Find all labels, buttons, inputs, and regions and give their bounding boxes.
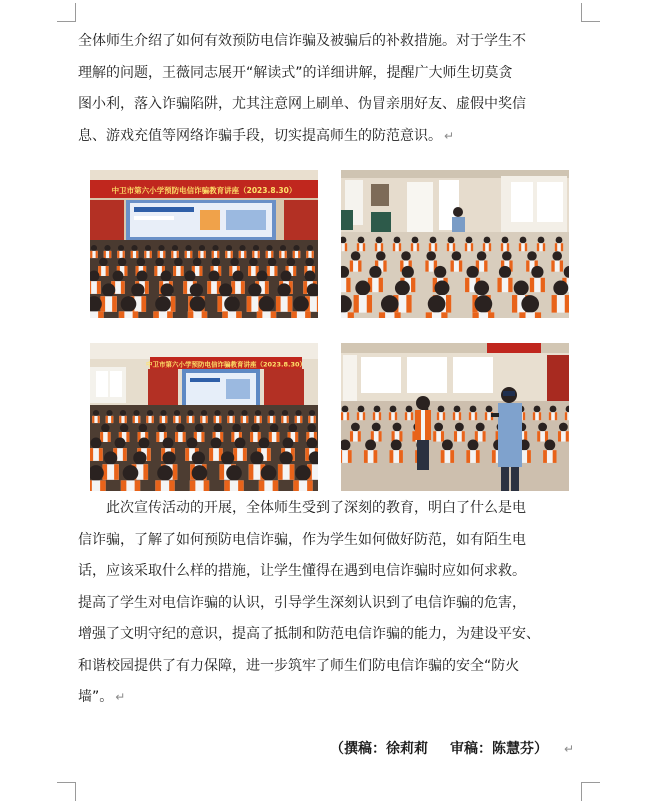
student-figure bbox=[104, 245, 112, 258]
student-figure bbox=[451, 251, 463, 271]
student-figure bbox=[212, 245, 220, 258]
text-line: 增强了文明守纪的意识，提高了抵制和防范电信诈骗的能力，为建设平安、 bbox=[78, 626, 540, 642]
reviewer-credit: 审稿：陈慧芬） bbox=[450, 741, 548, 757]
student-figure bbox=[209, 438, 222, 461]
student-figure bbox=[293, 245, 301, 258]
student-figure bbox=[198, 245, 206, 258]
student-figure bbox=[549, 406, 557, 421]
student-figure bbox=[453, 406, 461, 421]
student-figure bbox=[552, 281, 569, 313]
student-figure bbox=[90, 245, 98, 258]
student-figure bbox=[441, 440, 454, 463]
photo-lecture-hall-front bbox=[90, 170, 318, 318]
crop-mark-top-left bbox=[57, 3, 76, 22]
student-figure bbox=[252, 245, 260, 258]
student-figure bbox=[160, 410, 168, 423]
student-figure bbox=[158, 245, 166, 258]
student-figure bbox=[497, 266, 512, 292]
photo-officer-microphone-image bbox=[341, 343, 569, 491]
student-figure bbox=[429, 237, 437, 252]
student-figure bbox=[519, 237, 527, 252]
crop-mark-bottom-right bbox=[581, 782, 600, 801]
text-line: 理解的问题，王薇同志展开“解读式”的详细讲解，提醒广大师生切莫贪 bbox=[78, 64, 513, 81]
student-figure bbox=[437, 406, 445, 421]
student-figure bbox=[266, 245, 274, 258]
student-figure bbox=[350, 251, 362, 271]
author-credit: （撰稿：徐莉莉 bbox=[330, 741, 428, 757]
student-figure bbox=[254, 410, 262, 423]
student-figure bbox=[175, 424, 186, 442]
student-figure bbox=[227, 410, 235, 423]
student-figure bbox=[411, 237, 419, 252]
banner-text: 中卫市第六小学预防电信诈骗教育讲座（2023.8.30） bbox=[145, 360, 307, 369]
student-figure bbox=[281, 410, 289, 423]
student-figure bbox=[389, 440, 402, 463]
student-figure bbox=[200, 410, 208, 423]
student-figure bbox=[267, 258, 278, 276]
student-figure bbox=[373, 406, 381, 421]
student-figure bbox=[117, 245, 125, 258]
paragraph-summary bbox=[78, 493, 586, 714]
student-figure bbox=[187, 410, 195, 423]
student-figure bbox=[207, 271, 220, 294]
student-figure bbox=[466, 440, 479, 463]
text-line: 图小利，落入诈骗陷阱，尤其注意网上刷单、伪冒亲朋好友、虚假中奖信 bbox=[78, 96, 526, 112]
student-figure bbox=[239, 245, 247, 258]
student-figure bbox=[100, 424, 111, 442]
text-line: 提高了学生对电信诈骗的认识，引导学生深刻认识到了电信诈骗的危害， bbox=[78, 594, 526, 611]
student-figure bbox=[357, 237, 365, 252]
student-figure bbox=[269, 424, 280, 442]
text-line: 此次宣传活动的开展，全体师生受到了深刻的教育，明白了什么是电 bbox=[78, 500, 526, 516]
student-figure bbox=[389, 406, 397, 421]
student-figure bbox=[364, 440, 377, 463]
crop-mark-bottom-left bbox=[57, 782, 76, 801]
student-figure bbox=[551, 251, 563, 271]
student-figure bbox=[533, 406, 541, 421]
student-figure bbox=[100, 283, 116, 311]
student-figure bbox=[354, 281, 372, 313]
student-figure bbox=[447, 237, 455, 252]
student-figure bbox=[268, 410, 276, 423]
student-figure bbox=[98, 258, 109, 276]
text-line bbox=[78, 682, 586, 714]
paragraph-intro bbox=[78, 26, 586, 152]
photo-lecture-hall-wide-image bbox=[90, 343, 318, 491]
student-figure bbox=[475, 423, 486, 442]
text-line-content: 息、游戏充值等网络诈骗手段，切实提高师生的防范意识。 bbox=[78, 127, 442, 144]
student-figure bbox=[185, 245, 193, 258]
paragraph-mark-icon: ↵ bbox=[444, 128, 455, 143]
student-figure bbox=[350, 423, 361, 442]
student-figure bbox=[393, 237, 401, 252]
student-figure bbox=[501, 237, 509, 252]
banner-text: 中卫市第六小学预防电信诈骗教育讲座（2023.8.30） bbox=[111, 186, 297, 195]
student-figure bbox=[375, 237, 383, 252]
student-figure bbox=[485, 406, 493, 421]
text-line: 全体师生介绍了如何有效预防电信诈骗及被骗后的补救措施。对于学生不 bbox=[78, 33, 526, 49]
photo-classroom-officer-image bbox=[341, 170, 569, 318]
student-figure bbox=[371, 423, 382, 442]
text-line: 话，应该采取什么样的措施，让学生懂得在遇到电信诈骗时应如何求救。 bbox=[78, 563, 526, 579]
photo-classroom-officer bbox=[341, 170, 569, 318]
crop-mark-top-right bbox=[581, 3, 600, 22]
student-figure bbox=[469, 406, 477, 421]
student-figure bbox=[543, 440, 556, 463]
student-figure bbox=[537, 423, 548, 442]
student-figure bbox=[278, 451, 294, 479]
student-figure bbox=[119, 410, 127, 423]
student-figure bbox=[433, 423, 444, 442]
student-figure bbox=[171, 245, 179, 258]
paragraph-mark-icon: ↵ bbox=[564, 742, 575, 756]
student-figure bbox=[357, 406, 365, 421]
text-line-content: 墙”。 bbox=[78, 689, 114, 705]
student-figure bbox=[233, 438, 246, 461]
student-figure bbox=[231, 271, 244, 294]
student-figure bbox=[558, 423, 569, 442]
student-figure bbox=[250, 424, 261, 442]
student-figure bbox=[106, 410, 114, 423]
text-line: 信诈骗，了解了如何预防电信诈骗，作为学生如何做好防范，如有陌生电 bbox=[78, 531, 526, 548]
student-figure bbox=[465, 237, 473, 252]
signature-line bbox=[330, 738, 574, 758]
student-figure bbox=[279, 245, 287, 258]
student-figure bbox=[92, 410, 100, 423]
student-figure bbox=[144, 245, 152, 258]
student-figure bbox=[173, 258, 184, 276]
student-figure bbox=[405, 406, 413, 421]
student-figure bbox=[276, 283, 292, 311]
student-figure bbox=[90, 438, 103, 461]
photo-officer-microphone bbox=[341, 343, 569, 491]
student-figure bbox=[146, 410, 154, 423]
student-figure bbox=[225, 245, 233, 258]
photo-lecture-hall-front-image bbox=[90, 170, 318, 318]
student-figure bbox=[295, 410, 303, 423]
student-figure bbox=[248, 258, 259, 276]
student-figure bbox=[102, 451, 118, 479]
student-figure bbox=[483, 237, 491, 252]
student-figure bbox=[555, 237, 563, 252]
student-figure bbox=[530, 266, 545, 292]
paragraph-mark-icon: ↵ bbox=[115, 690, 126, 704]
student-figure bbox=[454, 423, 465, 442]
student-figure bbox=[308, 410, 316, 423]
student-figure bbox=[306, 245, 314, 258]
student-figure bbox=[214, 410, 222, 423]
student-figure bbox=[133, 410, 141, 423]
text-line: 和谐校园提供了有力保障，进一步筑牢了师生们防电信诈骗的安全“防火 bbox=[78, 657, 520, 674]
student-figure bbox=[341, 406, 349, 421]
photo-lecture-hall-wide bbox=[90, 343, 318, 491]
text-line bbox=[78, 121, 586, 153]
student-figure bbox=[131, 245, 139, 258]
student-figure bbox=[241, 410, 249, 423]
student-figure bbox=[537, 237, 545, 252]
student-figure bbox=[173, 410, 181, 423]
student-figure bbox=[392, 423, 403, 442]
